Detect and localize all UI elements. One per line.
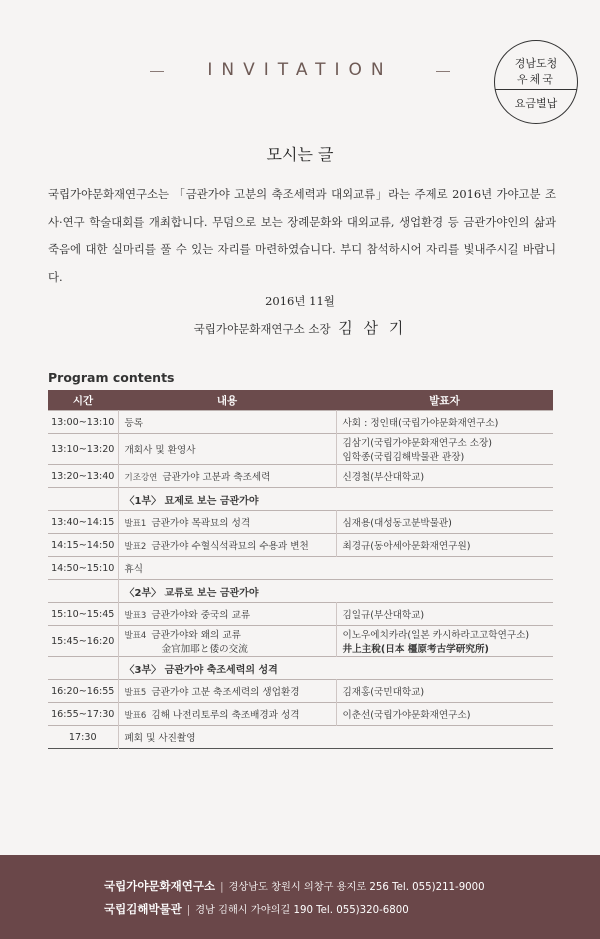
speaker-cell [336, 511, 553, 534]
table-row [48, 534, 553, 557]
section-row [48, 488, 553, 511]
page-heading: 모시는 글 [266, 145, 334, 164]
session-title: 김해 나전리토루의 축조배경과 성격 [151, 710, 300, 721]
postage-stamp [494, 40, 578, 124]
time-cell: 16:20~16:55 [48, 680, 118, 703]
table-row [48, 626, 553, 657]
speaker-name-second: 井上主稅(日本 橿原考古学研究所) [342, 644, 489, 655]
content-cell [118, 603, 336, 626]
speaker-name: 이춘선(국립가야문화재연구소) [342, 710, 471, 721]
section-time-cell [48, 580, 118, 603]
content-cell [118, 411, 336, 434]
footer-separator: | [220, 882, 224, 893]
session-tag: 기조강연 [124, 473, 158, 483]
content-cell [118, 726, 553, 749]
header-speaker: 발표자 [336, 390, 553, 411]
header-content: 내용 [118, 390, 336, 411]
section-time-cell [48, 488, 118, 511]
session-title-japanese: 金官加耶と倭の交流 [161, 644, 248, 655]
speaker-cell [336, 703, 553, 726]
time-cell: 13:00~13:10 [48, 411, 118, 434]
section-row [48, 657, 553, 680]
session-title: 금관가야 고분 축조세력의 생업환경 [151, 687, 300, 698]
table-row [48, 411, 553, 434]
speaker-name: 김재홍(국민대학교) [342, 687, 425, 698]
table-row [48, 603, 553, 626]
content-cell [118, 557, 553, 580]
session-tag: 발표5 [124, 688, 147, 698]
speaker-name: 이노우에치카라(일본 카시하라고고학연구소) [342, 630, 530, 641]
invitation-text: INVITATION [207, 60, 393, 80]
footer-address-2: 경남 김해시 가야의길 190 Tel. 055)320-6800 [195, 905, 409, 916]
table-row [48, 557, 553, 580]
section-title: 〈3부〉 금관가야 축조세력의 성격 [118, 657, 553, 680]
stamp-line-1: 경남도청 [514, 57, 558, 70]
table-row [48, 680, 553, 703]
footer-row-1 [104, 878, 485, 894]
session-title: 등록 [124, 418, 144, 429]
speaker-cell [336, 680, 553, 703]
table-row [48, 434, 553, 465]
session-tag: 발표4 [124, 631, 147, 641]
speaker-name-second: 임학종(국립김해박물관 관장) [342, 452, 465, 463]
speaker-name: 사회 : 정인태(국립가야문화재연구소) [342, 418, 499, 429]
session-title: 폐회 및 사진촬영 [124, 733, 196, 744]
time-cell: 13:20~13:40 [48, 465, 118, 488]
header-time: 시간 [48, 390, 118, 411]
time-cell: 13:10~13:20 [48, 434, 118, 465]
speaker-name: 김삼기(국립가야문화재연구소 소장) [342, 438, 493, 449]
content-cell [118, 626, 336, 657]
speaker-cell [336, 434, 553, 465]
session-title: 금관가야 수혈식석곽묘의 수용과 변천 [151, 541, 309, 552]
table-row [48, 703, 553, 726]
section-time-cell [48, 657, 118, 680]
invitation-body: 국립가야문화재연구소는 「금관가야 고분의 축조세력과 대외교류」라는 주제로 2016년 가야고분 조사·연구 학술대회를 개최합니다. 무덤으로 보는 장례문화와 대외교류, 생업환경 등 금관가야인의 삶과 죽음에 대한 실마리를 풀 수 있는 자리를 마련하였습니다. 부디 참석하시어 자리를 빛내주시길 바랍니다. [48, 187, 556, 284]
program-body [48, 411, 553, 749]
session-title: 금관가야 목곽묘의 성격 [151, 518, 251, 529]
signer-name: 김 삼 기 [338, 319, 407, 337]
speaker-name: 최경규(동아세아문화재연구원) [342, 541, 471, 552]
footer-address-1: 경상남도 창원시 의창구 용지로 256 Tel. 055)211-9000 [228, 882, 485, 893]
content-cell [118, 703, 336, 726]
speaker-name: 김일규(부산대학교) [342, 610, 425, 621]
section-title: 〈1부〉 묘제로 보는 금관가야 [118, 488, 553, 511]
time-cell: 14:50~15:10 [48, 557, 118, 580]
speaker-cell [336, 465, 553, 488]
footer-separator: | [186, 905, 191, 916]
signature-line [0, 317, 600, 338]
content-cell [118, 465, 336, 488]
section-row [48, 580, 553, 603]
table-row [48, 511, 553, 534]
time-cell: 13:40~14:15 [48, 511, 118, 534]
footer-row-2 [104, 901, 409, 917]
content-cell [118, 680, 336, 703]
time-cell: 17:30 [48, 726, 118, 749]
invitation-title [150, 60, 450, 80]
program-table [48, 390, 553, 749]
session-tag: 발표2 [124, 542, 147, 552]
time-cell: 15:10~15:45 [48, 603, 118, 626]
time-cell: 15:45~16:20 [48, 626, 118, 657]
session-title: 휴식 [124, 564, 144, 575]
footer [0, 855, 600, 939]
session-tag: 발표6 [124, 711, 147, 721]
table-row [48, 726, 553, 749]
session-title: 금관가야 고분과 축조세력 [162, 472, 271, 483]
title-rule-left [150, 71, 164, 72]
stamp-line-3: 요금별납 [514, 97, 558, 110]
section-title: 〈2부〉 교류로 보는 금관가야 [118, 580, 553, 603]
title-rule-right [436, 71, 450, 72]
session-tag: 발표3 [124, 611, 147, 621]
session-title: 금관가야와 왜의 교류 [151, 630, 241, 641]
speaker-cell [336, 603, 553, 626]
session-tag: 발표1 [124, 519, 147, 529]
stamp-divider [495, 89, 577, 90]
session-title: 개회사 및 환영사 [124, 445, 196, 456]
speaker-cell [336, 626, 553, 657]
program-label: Program contents [48, 370, 175, 385]
time-cell: 14:15~14:50 [48, 534, 118, 557]
session-title: 금관가야와 중국의 교류 [151, 610, 251, 621]
table-header-row [48, 390, 553, 411]
signer-org: 국립가야문화재연구소 소장 [193, 322, 331, 336]
content-cell [118, 511, 336, 534]
invitation-date: 2016년 11월 [265, 294, 335, 308]
speaker-cell [336, 411, 553, 434]
content-cell [118, 534, 336, 557]
content-cell [118, 434, 336, 465]
speaker-cell [336, 534, 553, 557]
time-cell: 16:55~17:30 [48, 703, 118, 726]
stamp-line-2: 우체국 [517, 73, 555, 86]
footer-org-2: 국립김해박물관 [104, 902, 182, 916]
speaker-name: 신경철(부산대학교) [342, 472, 425, 483]
footer-org-1: 국립가야문화재연구소 [104, 879, 216, 893]
speaker-name: 심재용(대성동고분박물관) [342, 518, 452, 529]
table-row [48, 465, 553, 488]
